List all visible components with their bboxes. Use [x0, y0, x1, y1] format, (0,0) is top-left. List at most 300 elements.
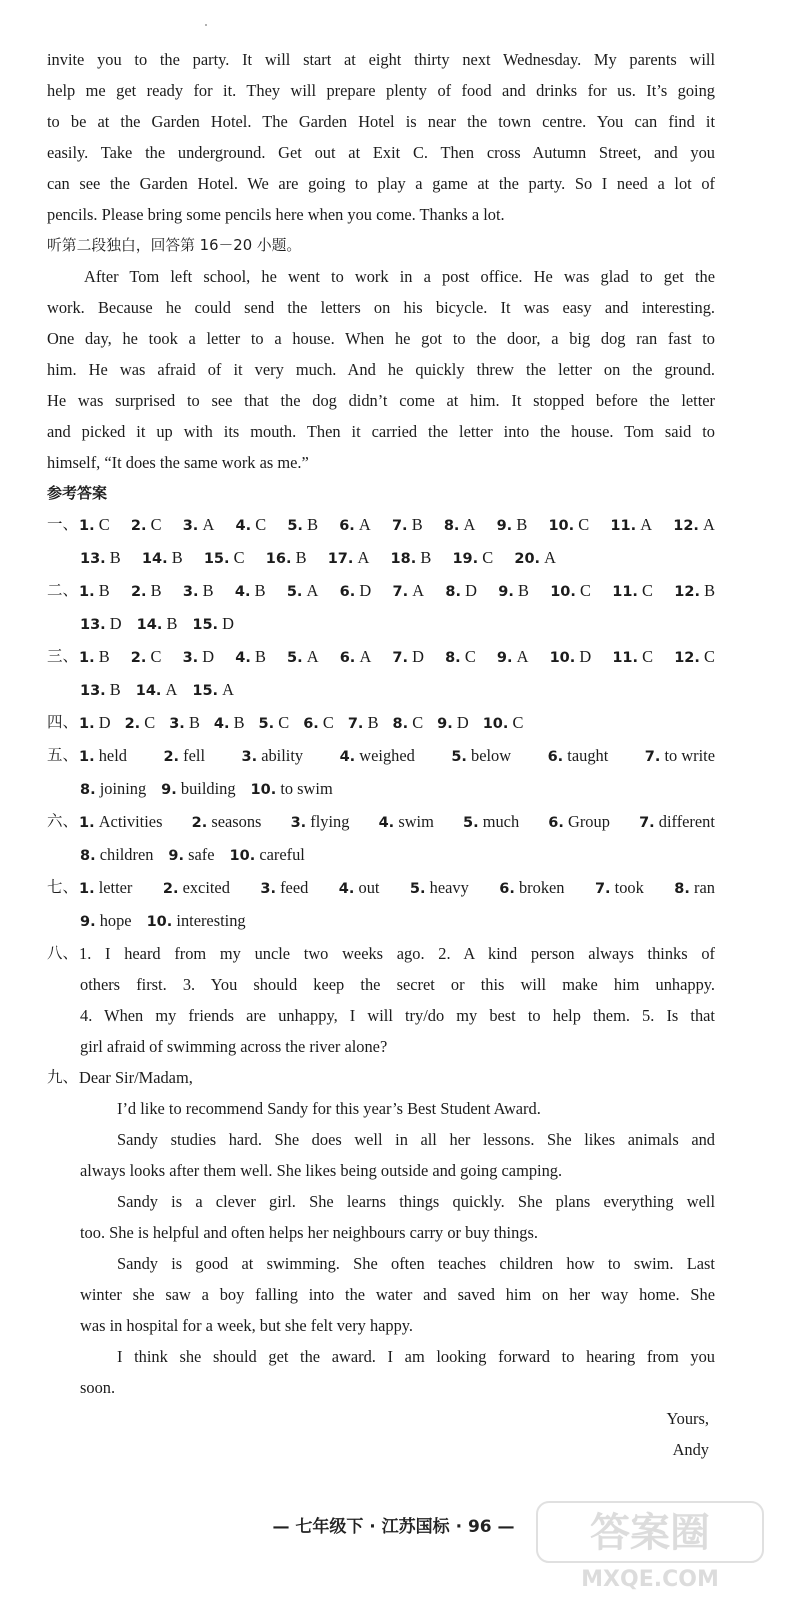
answer-item [183, 509, 215, 542]
text-line: After Tom left school, he went to work in a post office. He was glad to get the [84, 267, 715, 286]
answer-item [674, 575, 715, 608]
letter-line: winter she saw a boy falling into the water and saved him on her way home. She [80, 1285, 715, 1304]
answer-item [79, 707, 111, 740]
answer-item [251, 773, 333, 806]
answer-item [80, 773, 146, 806]
page-footer: — 七年级下 · 江苏国标 · 96 — [272, 1517, 515, 1537]
answer-item [131, 641, 162, 674]
section-label: 五、 [47, 746, 79, 764]
answer-item [548, 509, 589, 542]
answer-page [47, 44, 715, 1465]
answer-number: 3. [290, 815, 307, 831]
answer-number: 2. [162, 881, 179, 897]
answer-value: interesting [176, 911, 246, 930]
answer-value: C [322, 713, 334, 732]
answer-value: B [171, 548, 183, 567]
answer-value: A [516, 647, 529, 666]
answer-item [514, 542, 556, 575]
listening-heading: 听第二段独白，回答第 16－20 小题。 [47, 237, 302, 254]
answer-value: A [544, 548, 556, 567]
answer-number: 4. [339, 749, 356, 765]
letter-line: was in hospital for a week, but she felt very happy. [80, 1316, 414, 1335]
answer-item [287, 575, 319, 608]
text-line: 1. I heard from my uncle two weeks ago. 2. A kind person always thinks of [79, 944, 715, 963]
text-line: invite you to the party. It will start at eight thirty next Wednesday. My parents will [47, 50, 715, 69]
answer-value: out [358, 878, 380, 897]
text-line: One day, he took a letter to a house. When he got to the door, a big dog ran fast to [47, 329, 715, 348]
answer-number: 10. [250, 782, 277, 798]
answer-section-5 [47, 740, 715, 806]
answer-item [339, 509, 371, 542]
answer-item [79, 740, 127, 773]
letter-line: soon. [80, 1378, 116, 1397]
answer-number: 3. [241, 749, 258, 765]
answer-value: C [150, 515, 162, 534]
answer-number: 9. [437, 716, 453, 732]
answer-section-6 [47, 806, 715, 872]
answer-value: B [517, 581, 529, 600]
answer-number: 4. [378, 815, 395, 831]
text-line: himself, “It does the same work as me.” [47, 453, 309, 472]
answer-item [79, 575, 110, 608]
answer-number: 15. [203, 551, 230, 567]
answer-number: 1. [79, 881, 95, 897]
answer-item [125, 707, 156, 740]
answer-value: D [465, 581, 477, 600]
answer-item [445, 575, 477, 608]
answer-value: ability [261, 746, 304, 765]
letter-line: I think she should get the award. I am looking forward to hearing from you [117, 1347, 715, 1366]
answer-number: 3. [169, 716, 185, 732]
listening-passage-2 [47, 261, 715, 478]
answer-number: 5. [409, 881, 426, 897]
answer-item [340, 740, 415, 773]
answer-value: Activities [98, 812, 163, 831]
answer-value: A [358, 515, 371, 534]
answer-number: 12. [674, 650, 700, 666]
answer-number: 7. [639, 815, 655, 831]
answer-value: B [188, 713, 200, 732]
answer-value: building [180, 779, 236, 798]
answer-number: 5. [287, 650, 303, 666]
answer-item [497, 641, 529, 674]
answer-value: seasons [211, 812, 262, 831]
answer-item [674, 641, 715, 674]
answer-item [340, 641, 372, 674]
answer-number: 13. [80, 683, 106, 699]
answer-sections [47, 509, 715, 938]
answer-number: 8. [445, 584, 461, 600]
answer-item [147, 905, 246, 938]
answer-item [79, 806, 162, 839]
answer-number: 9. [496, 650, 513, 666]
answer-item [463, 806, 519, 839]
answer-value: C [278, 713, 290, 732]
answer-section-4 [47, 707, 715, 740]
answer-section-3 [47, 641, 715, 707]
answer-item [645, 740, 715, 773]
answer-item [241, 740, 303, 773]
answer-item [393, 575, 425, 608]
answer-value: joining [99, 779, 147, 798]
answer-number: 8. [445, 650, 461, 666]
answer-item [499, 872, 564, 905]
answer-number: 3. [182, 584, 199, 600]
answer-item [204, 542, 245, 575]
answer-item [452, 542, 493, 575]
answer-value: B [233, 713, 245, 732]
answer-number: 18. [390, 551, 417, 567]
answer-number: 4. [338, 881, 355, 897]
answer-number: 13. [80, 617, 106, 633]
answer-value: took [614, 878, 644, 897]
answer-number: 7. [392, 650, 409, 666]
text-line: He was surprised to see that the dog didn’t come at him. It stopped before the letter [47, 391, 715, 410]
answer-number: 13. [80, 551, 106, 567]
answer-item [136, 674, 178, 707]
answers-heading: 参考答案 [47, 484, 108, 502]
answer-number: 6. [499, 881, 515, 897]
answer-number: 4. [235, 650, 251, 666]
answer-number: 1. [79, 716, 95, 732]
answer-value: A [202, 515, 215, 534]
answer-item [550, 641, 592, 674]
answer-value: C [512, 713, 524, 732]
answer-value: A [359, 647, 372, 666]
answer-value: held [98, 746, 127, 765]
answer-value: C [642, 647, 654, 666]
answer-value: C [482, 548, 494, 567]
answer-value: B [109, 548, 121, 567]
answer-item [612, 641, 653, 674]
watermark-url: MXQE.COM [581, 1567, 719, 1592]
text-line: pencils. Please bring some pencils here when you come. Thanks a lot. [47, 205, 505, 224]
answer-item [79, 641, 110, 674]
answer-value: C [150, 647, 162, 666]
answer-item [235, 509, 266, 542]
answer-item [328, 542, 370, 575]
answer-value: D [579, 647, 592, 666]
answer-value: careful [259, 845, 305, 864]
answer-item [80, 542, 121, 575]
answer-item [610, 509, 652, 542]
text-line: others first. 3. You should keep the secret or this will make him unhappy. [80, 975, 715, 994]
answer-item [550, 575, 591, 608]
answer-number: 15. [192, 617, 219, 633]
answer-number: 7. [594, 881, 611, 897]
letter-closing: Yours, [666, 1409, 709, 1428]
answer-number: 7. [391, 518, 408, 534]
answer-item [392, 641, 424, 674]
text-line: and picked it up with its mouth. Then it carried the letter into the house. Tom said to [47, 422, 715, 441]
answer-item [79, 872, 132, 905]
answer-item [340, 575, 372, 608]
text-line: girl afraid of swimming across the river alone? [80, 1037, 388, 1056]
answer-number: 4. [235, 518, 252, 534]
text-line: him. He was afraid of it very much. And he quickly threw the letter on the ground. [47, 360, 715, 379]
answer-item [639, 806, 715, 839]
answer-number: 20. [514, 551, 541, 567]
answer-value: B [420, 548, 432, 567]
answer-number: 17. [327, 551, 354, 567]
answer-number: 6. [547, 749, 564, 765]
answer-value: below [471, 746, 512, 765]
answer-value: C [233, 548, 245, 567]
answer-value: A [640, 515, 653, 534]
answer-item [379, 806, 434, 839]
answer-value: A [306, 581, 319, 600]
answer-item [137, 608, 178, 641]
section-8 [47, 938, 715, 1062]
answer-number: 2. [163, 749, 180, 765]
answer-item [266, 542, 307, 575]
answer-value: A [222, 680, 235, 699]
answer-value: B [109, 680, 121, 699]
answer-value: C [98, 515, 110, 534]
answer-value: D [222, 614, 235, 633]
answer-item [437, 707, 469, 740]
answer-value: B [254, 647, 266, 666]
section-9 [47, 1062, 715, 1465]
answer-number: 2. [130, 650, 147, 666]
answer-value: B [150, 581, 162, 600]
letter-line: too. She is helpful and often helps her neighbours carry or buy things. [80, 1223, 538, 1242]
answer-item [230, 839, 305, 872]
answer-value: B [98, 581, 110, 600]
text-line: to be at the Garden Hotel. The Garden Hotel is near the town centre. You can find it [47, 112, 715, 131]
answer-item [80, 608, 122, 641]
answer-item [161, 773, 235, 806]
answer-value: excited [182, 878, 230, 897]
answer-number: 2. [191, 815, 208, 831]
section-label: 七、 [47, 878, 79, 896]
answer-value: letter [98, 878, 133, 897]
answer-value: A [165, 680, 178, 699]
answer-item [80, 905, 132, 938]
section-label: 九、 [47, 1068, 79, 1086]
answer-number: 4. [213, 716, 230, 732]
answer-number: 1. [79, 584, 95, 600]
answer-number: 10. [549, 650, 576, 666]
letter-greeting: Dear Sir/Madam, [79, 1068, 193, 1087]
answer-number: 4. [234, 584, 251, 600]
answer-item [391, 542, 432, 575]
answer-item [131, 575, 162, 608]
answer-item [183, 575, 214, 608]
answer-value: to swim [280, 779, 333, 798]
answer-value: Group [568, 812, 610, 831]
answer-value: C [464, 647, 476, 666]
answer-number: 5. [286, 584, 303, 600]
answer-value: C [703, 647, 715, 666]
answer-number: 2. [130, 584, 147, 600]
answer-number: 1. [79, 650, 95, 666]
answer-number: 11. [612, 584, 638, 600]
answer-number: 5. [258, 716, 275, 732]
letter-body [47, 1093, 715, 1403]
answer-number: 7. [347, 716, 364, 732]
answer-item [595, 872, 644, 905]
page-speck [205, 24, 207, 26]
answer-item [192, 608, 234, 641]
answer-item [260, 872, 308, 905]
answer-value: D [456, 713, 469, 732]
listening-passage-1 [47, 44, 715, 230]
answer-item [163, 872, 230, 905]
answer-number: 10. [229, 848, 256, 864]
text-line: easily. Take the underground. Get out at Exit C. Then cross Autumn Street, and you [47, 143, 715, 162]
answer-value: B [98, 647, 110, 666]
answer-number: 10. [548, 518, 575, 534]
answer-item [259, 707, 290, 740]
text-line: can see the Garden Hotel. We are going to play a game at the party. So I need a lot of [47, 174, 715, 193]
answer-number: 7. [392, 584, 409, 600]
section-label: 八、 [47, 944, 79, 962]
section-label: 六、 [47, 812, 79, 830]
section-label: 二、 [47, 581, 79, 599]
answer-value: B [202, 581, 214, 600]
answer-number: 9. [498, 584, 514, 600]
answer-number: 5. [451, 749, 467, 765]
answer-item [410, 872, 469, 905]
answer-number: 2. [130, 518, 147, 534]
answer-value: B [307, 515, 318, 534]
answer-number: 6. [548, 815, 564, 831]
answer-number: 6. [339, 584, 356, 600]
section-label: 三、 [47, 647, 79, 665]
answer-item [235, 641, 266, 674]
answer-number: 19. [452, 551, 479, 567]
answer-number: 10. [482, 716, 509, 732]
answer-number: 14. [135, 683, 162, 699]
answer-number: 10. [146, 914, 173, 930]
answer-value: A [463, 515, 476, 534]
answer-value: B [166, 614, 178, 633]
answer-value: taught [567, 746, 609, 765]
answer-section-1 [47, 509, 715, 575]
answer-number: 9. [168, 848, 185, 864]
answer-item [497, 509, 528, 542]
answer-value: B [704, 581, 715, 600]
answer-item [673, 509, 715, 542]
letter-line: always looks after them well. She likes being outside and going camping. [80, 1161, 563, 1180]
answer-number: 6. [303, 716, 319, 732]
answer-item [674, 872, 715, 905]
answer-number: 11. [610, 518, 637, 534]
answer-number: 6. [339, 518, 355, 534]
letter-signature: Andy [672, 1440, 709, 1459]
answer-value: feed [280, 878, 309, 897]
watermark-brand: 答案圈 [590, 1510, 710, 1556]
answer-number: 9. [496, 518, 513, 534]
text-line: 4. When my friends are unhappy, I will try/do my best to help them. 5. Is that [80, 1006, 715, 1025]
answer-item [192, 674, 234, 707]
text-line: work. Because he could send the letters on his bicycle. It was easy and interesting. [47, 298, 715, 317]
answer-value: A [412, 581, 425, 600]
watermark-logo [535, 1496, 765, 1592]
answer-value: C [412, 713, 424, 732]
section-label: 四、 [47, 713, 79, 731]
answer-item [339, 872, 380, 905]
answer-value: C [578, 515, 590, 534]
answer-value: C [255, 515, 267, 534]
answer-value: C [580, 581, 591, 600]
answer-number: 12. [673, 518, 699, 534]
answer-value: B [295, 548, 307, 567]
answer-item [235, 575, 266, 608]
answer-item [303, 707, 334, 740]
answer-value: B [516, 515, 528, 534]
answer-item [183, 641, 215, 674]
answer-value: different [658, 812, 715, 831]
answer-value: D [202, 647, 215, 666]
answer-number: 2. [124, 716, 141, 732]
answer-number: 1. [79, 749, 95, 765]
answer-number: 5. [287, 518, 303, 534]
answer-value: B [411, 515, 423, 534]
answer-item [287, 641, 319, 674]
answer-number: 14. [136, 617, 163, 633]
answer-item [451, 740, 511, 773]
answer-number: 14. [141, 551, 168, 567]
answer-item [483, 707, 524, 740]
answer-number: 6. [339, 650, 356, 666]
answer-number: 11. [612, 650, 639, 666]
answer-value: swim [398, 812, 434, 831]
answer-number: 9. [161, 782, 177, 798]
answer-value: A [703, 515, 715, 534]
answer-item [80, 674, 121, 707]
answer-number: 1. [79, 815, 95, 831]
answer-item [291, 806, 350, 839]
answer-value: A [306, 647, 319, 666]
answer-item [348, 707, 379, 740]
answer-value: D [412, 647, 424, 666]
answer-number: 3. [182, 650, 199, 666]
answer-number: 8. [80, 782, 96, 798]
answer-number: 16. [265, 551, 292, 567]
answer-item [79, 509, 110, 542]
answer-number: 8. [80, 848, 96, 864]
answer-item [393, 707, 424, 740]
letter-line: I’d like to recommend Sandy for this year’s Best Student Award. [117, 1099, 541, 1118]
answer-number: 3. [182, 518, 199, 534]
answer-number: 10. [550, 584, 576, 600]
answer-item [445, 641, 476, 674]
answer-number: 3. [260, 881, 276, 897]
answer-value: broken [518, 878, 565, 897]
answer-value: A [357, 548, 370, 567]
answer-number: 15. [192, 683, 219, 699]
letter-line: Sandy is good at swimming. She often teaches children how to swim. Last [117, 1254, 715, 1273]
answer-value: D [359, 581, 372, 600]
answer-item [80, 839, 153, 872]
answer-value: flying [310, 812, 350, 831]
answer-number: 8. [392, 716, 409, 732]
answer-value: fell [183, 746, 205, 765]
answer-value: hope [99, 911, 132, 930]
answer-item [444, 509, 476, 542]
answer-item [392, 509, 423, 542]
answer-value: children [99, 845, 154, 864]
section-label: 一、 [47, 515, 79, 533]
answer-item [131, 509, 162, 542]
answer-value: D [98, 713, 111, 732]
answer-item [548, 806, 610, 839]
answer-number: 1. [79, 518, 95, 534]
answer-value: C [144, 713, 156, 732]
answer-item [142, 542, 183, 575]
